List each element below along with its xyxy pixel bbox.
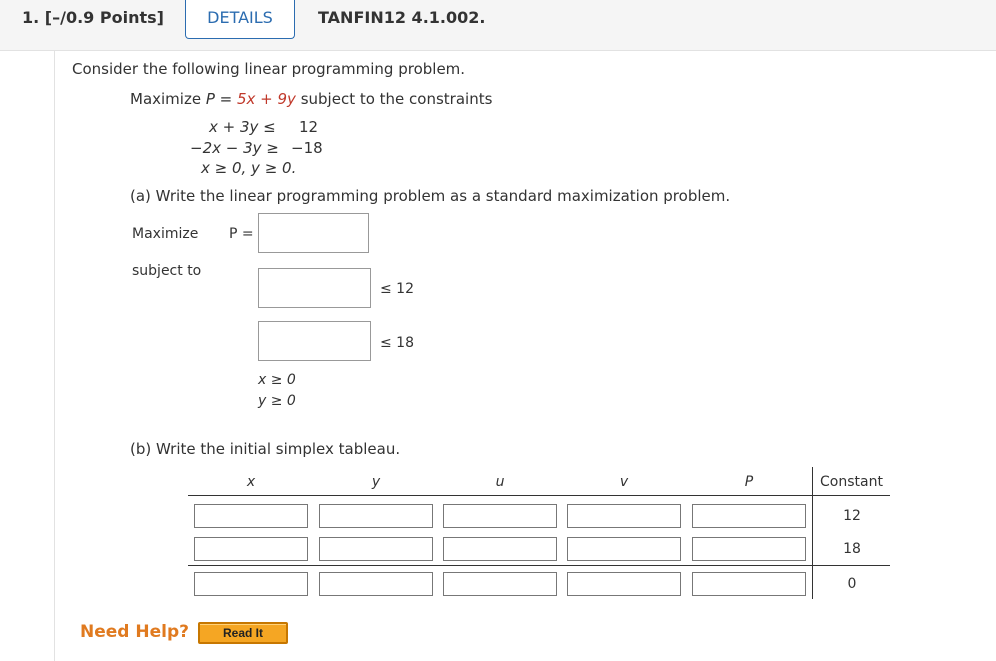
constraint-nonneg: x ≥ 0, y ≥ 0. — [201, 159, 297, 177]
subject-to-label: subject to — [132, 263, 202, 279]
tableau-constant-divider — [812, 467, 813, 599]
column-header-P: P — [744, 474, 754, 490]
question-title — [22, 8, 164, 27]
tableau-cell-r3-y[interactable] — [319, 572, 433, 596]
content-border — [54, 50, 55, 661]
subject-suffix: subject to the constraints — [295, 90, 493, 108]
tableau-cell-r1-v[interactable] — [567, 504, 681, 528]
tableau-cell-r1-x[interactable] — [194, 504, 308, 528]
constraint-2-input[interactable] — [258, 321, 371, 361]
constraint-2-bound: ≤ 18 — [380, 335, 414, 351]
question-header — [0, 0, 996, 51]
read-it-button[interactable]: Read It — [198, 622, 288, 644]
tableau-constant-r1: 12 — [843, 508, 861, 524]
question-code: TANFIN12 4.1.002. — [318, 8, 486, 27]
p-equals-label: P = — [229, 226, 254, 242]
column-header-constant: Constant — [820, 474, 883, 490]
nonneg-y: y ≥ 0 — [258, 393, 296, 409]
column-header-u: u — [495, 474, 505, 490]
part-a-prompt: (a) Write the linear programming problem as a standard maximization problem. — [130, 187, 731, 205]
objective-expression: 5x + 9y — [236, 90, 296, 108]
tableau-cell-r2-x[interactable] — [194, 537, 308, 561]
question-points: [–/0.9 Points] — [44, 8, 164, 27]
maximize-label: Maximize — [132, 226, 199, 242]
tableau-constant-r3: 0 — [847, 576, 857, 592]
constraint-1-lhs: x + 3y ≤ — [209, 118, 276, 136]
tableau-cell-r3-u[interactable] — [443, 572, 557, 596]
tableau-cell-r3-v[interactable] — [567, 572, 681, 596]
tableau-constant-r2: 18 — [843, 541, 861, 557]
objective-input[interactable] — [258, 213, 369, 253]
question-number: 1. — [22, 8, 40, 27]
need-help-label: Need Help? — [80, 622, 189, 642]
tableau-cell-r2-y[interactable] — [319, 537, 433, 561]
column-header-v: v — [619, 474, 629, 490]
objective-P: P — [205, 90, 215, 108]
constraint-2-rhs: −18 — [291, 139, 323, 157]
tableau-cell-r1-P[interactable] — [692, 504, 806, 528]
tableau-cell-r3-P[interactable] — [692, 572, 806, 596]
objective-statement — [130, 90, 492, 108]
tableau-header-rule — [188, 495, 890, 496]
constraint-1-bound: ≤ 12 — [380, 281, 414, 297]
constraint-1-input[interactable] — [258, 268, 371, 308]
tableau-cell-r1-u[interactable] — [443, 504, 557, 528]
tableau-cell-r2-v[interactable] — [567, 537, 681, 561]
tableau-objective-rule — [188, 565, 890, 566]
maximize-prefix: Maximize — [130, 90, 206, 108]
tableau-cell-r1-y[interactable] — [319, 504, 433, 528]
part-b-prompt: (b) Write the initial simplex tableau. — [130, 440, 401, 458]
problem-intro: Consider the following linear programming problem. — [72, 60, 466, 78]
tableau-cell-r2-P[interactable] — [692, 537, 806, 561]
column-header-x: x — [246, 474, 256, 490]
details-button[interactable]: DETAILS — [185, 0, 295, 39]
nonneg-x: x ≥ 0 — [258, 372, 296, 388]
tableau-cell-r3-x[interactable] — [194, 572, 308, 596]
tableau-cell-r2-u[interactable] — [443, 537, 557, 561]
column-header-y: y — [371, 474, 381, 490]
objective-equals: = — [214, 90, 237, 108]
constraint-1-rhs: 12 — [299, 118, 319, 136]
constraint-2-lhs: −2x − 3y ≥ — [190, 139, 279, 157]
